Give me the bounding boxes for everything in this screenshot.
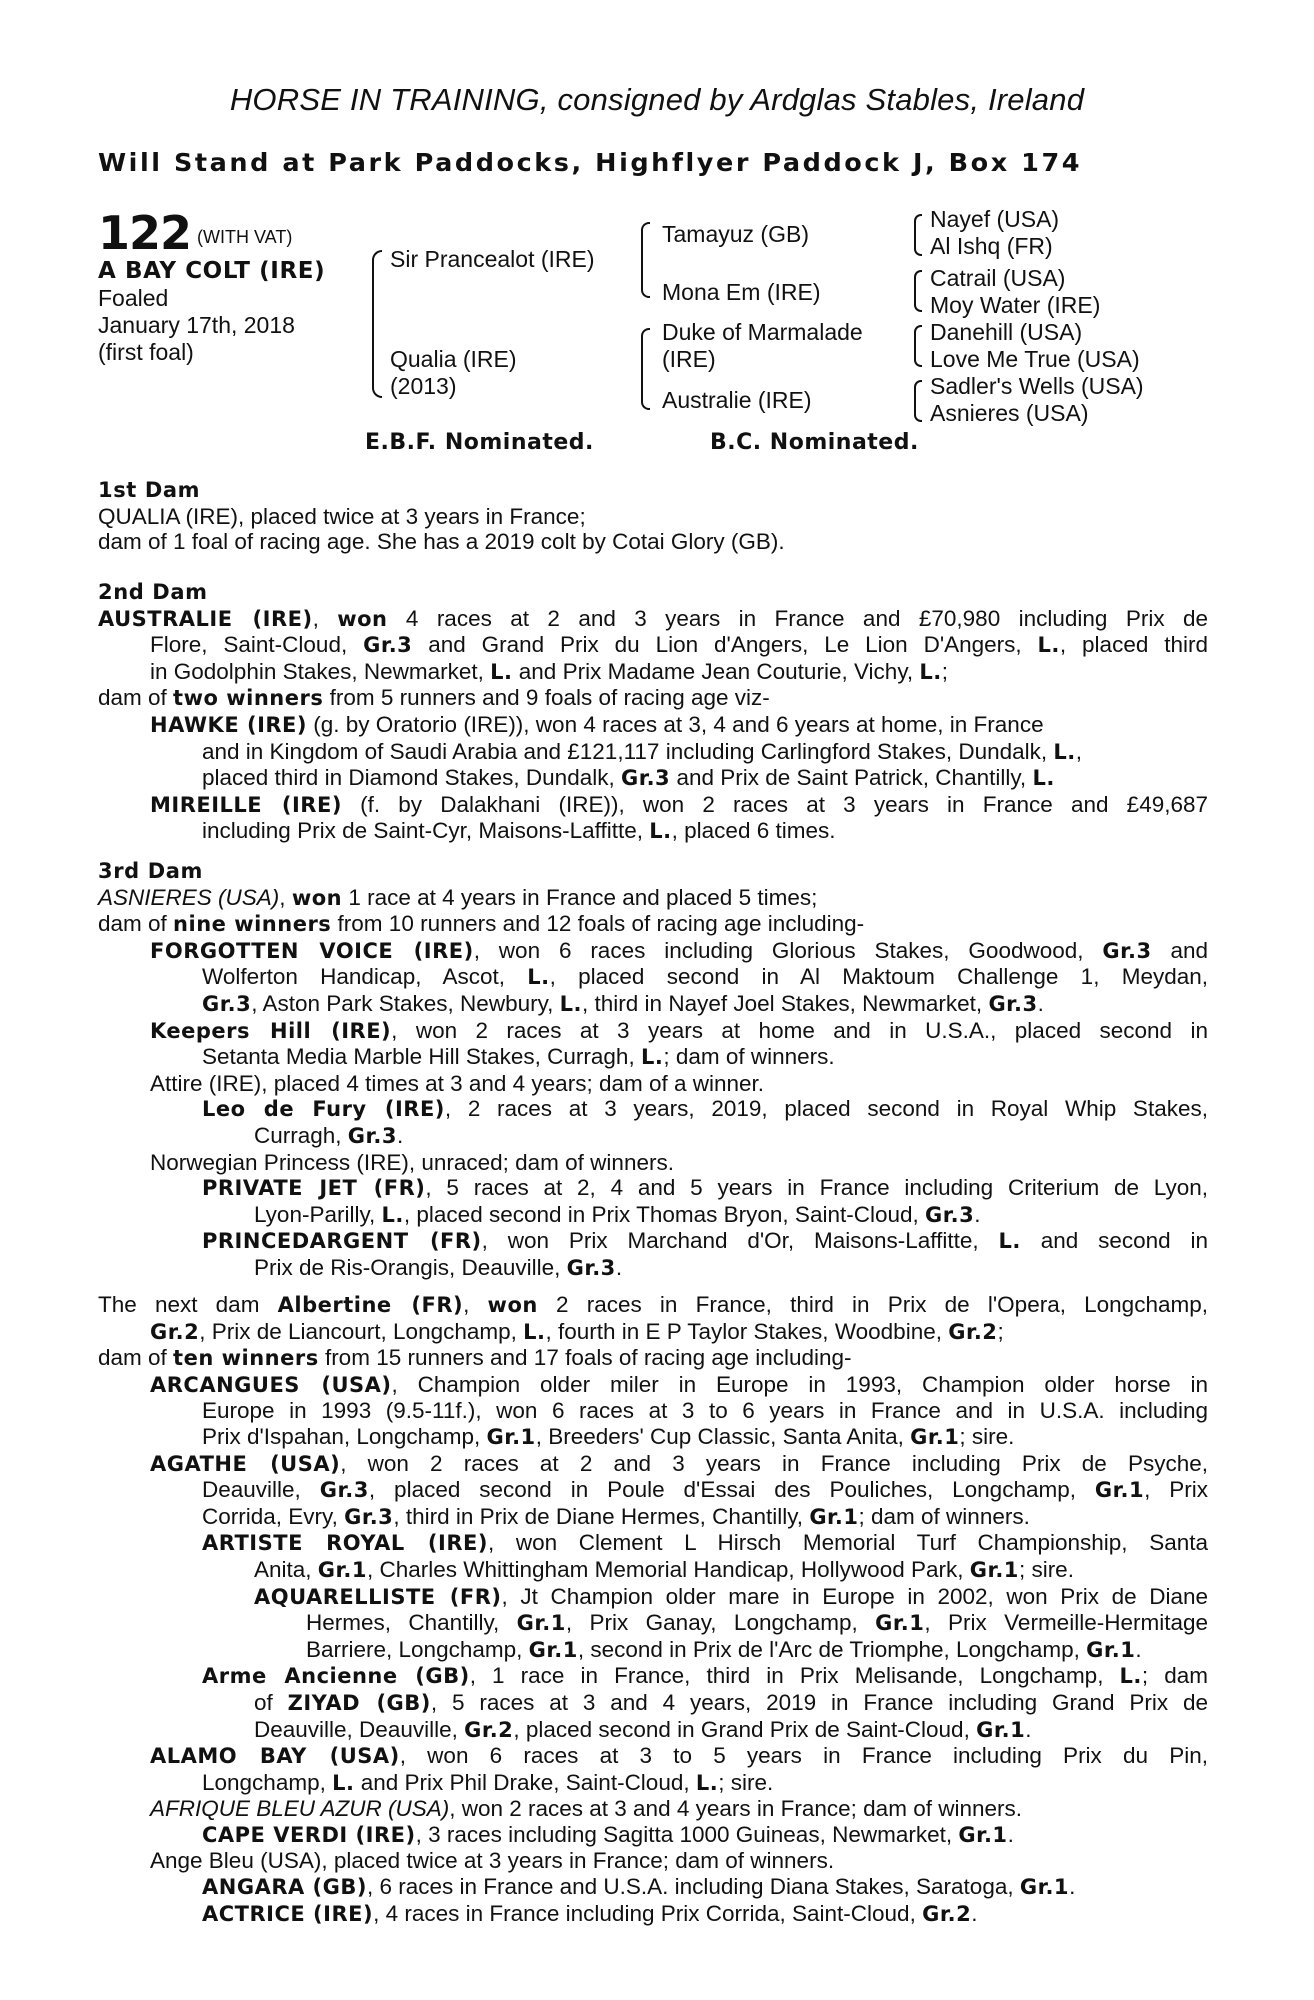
record-text: , Prix Vermeille-Hermitage bbox=[924, 1610, 1208, 1636]
grade: Gr.3 bbox=[347, 1123, 397, 1148]
progeny-record-cont bbox=[98, 964, 1208, 991]
grade: Gr.3 bbox=[363, 633, 413, 658]
record-text: , won 6 races including Glorious Stakes, Goodwood, bbox=[473, 937, 1103, 963]
won-label: won bbox=[487, 1293, 538, 1317]
record-text: , fourth in E P Taylor Stakes, Woodbine, bbox=[545, 1318, 949, 1344]
progeny-record bbox=[98, 712, 1208, 739]
record-text: , Aston Park Stakes, Newbury, bbox=[251, 990, 560, 1016]
winners-count: two winners bbox=[173, 686, 324, 711]
record-text: of bbox=[254, 1689, 288, 1715]
winners-count: ten winners bbox=[173, 1346, 319, 1371]
record-text: from 5 runners and 9 foals of racing age viz- bbox=[323, 685, 770, 711]
record-text: . bbox=[615, 1254, 623, 1280]
ebf-nominated: E.B.F. Nominated. bbox=[365, 430, 594, 455]
horse-name: AUSTRALIE (IRE) bbox=[98, 606, 313, 631]
record-text: , second in Prix de l'Arc de Triomphe, Longchamp, bbox=[577, 1636, 1087, 1662]
progeny-record bbox=[98, 1901, 1208, 1928]
progeny-record: Attire (IRE), placed 4 times at 3 and 4 years; dam of a winner. bbox=[150, 1070, 765, 1096]
record-text: Hermes, Chantilly, bbox=[306, 1610, 517, 1636]
progeny-record-cont bbox=[98, 1770, 1208, 1797]
record-text: , Breeders' Cup Classic, Santa Anita, bbox=[535, 1423, 911, 1449]
record-text: ; sire. bbox=[959, 1423, 1015, 1449]
pedigree-g3-7: Sadler's Wells (USA) bbox=[930, 373, 1144, 399]
record-text: , Prix Ganay, Longchamp, bbox=[565, 1610, 876, 1636]
grade: Gr.1 bbox=[516, 1611, 566, 1636]
grade: L. bbox=[332, 1770, 355, 1795]
record-text: dam of bbox=[98, 911, 174, 937]
grade: Gr.3 bbox=[202, 991, 252, 1016]
progeny-record bbox=[98, 1372, 1208, 1399]
brace-g3-4 bbox=[914, 380, 922, 422]
horse-name: ARTISTE ROYAL (IRE) bbox=[202, 1531, 488, 1556]
progeny-record-cont bbox=[98, 1637, 1208, 1664]
progeny-record bbox=[98, 1874, 1208, 1901]
grade: L. bbox=[490, 659, 513, 684]
horse-name: FORGOTTEN VOICE (IRE) bbox=[150, 938, 474, 963]
progeny-record bbox=[98, 1530, 1208, 1557]
record-text: The next dam bbox=[98, 1292, 278, 1317]
grade: Gr.1 bbox=[976, 1717, 1026, 1742]
horse-name: ARCANGUES (USA) bbox=[150, 1372, 392, 1397]
foaled-date: January 17th, 2018 bbox=[98, 312, 295, 338]
progeny-record-cont bbox=[98, 1255, 1208, 1282]
grade: Gr.1 bbox=[317, 1557, 367, 1582]
brace-g3-2 bbox=[914, 270, 922, 312]
record-text: Wolferton Handicap, Ascot, bbox=[202, 964, 528, 990]
brace-g3-1 bbox=[914, 214, 922, 256]
record-text: from 10 runners and 12 foals of racing age including- bbox=[331, 911, 865, 937]
progeny-record-cont bbox=[98, 1610, 1208, 1637]
record-text: placed third in Diamond Stakes, Dundalk, bbox=[202, 765, 621, 791]
record-text: and bbox=[1151, 937, 1208, 963]
grade: L. bbox=[919, 659, 942, 684]
grade: L. bbox=[998, 1229, 1021, 1254]
progeny-record: Norwegian Princess (IRE), unraced; dam of winners. bbox=[150, 1149, 674, 1175]
progeny-record bbox=[98, 1018, 1208, 1045]
grade: Gr.3 bbox=[988, 991, 1038, 1016]
record-text: , placed third bbox=[1059, 632, 1208, 658]
record-text: ; dam of winners. bbox=[858, 1503, 1030, 1529]
record-text: . bbox=[1135, 1636, 1142, 1662]
record-text: ; dam bbox=[1141, 1663, 1209, 1689]
pedigree-g3-2: Al Ishq (FR) bbox=[930, 233, 1053, 259]
record-text: , third in Prix de Diane Hermes, Chantilly, bbox=[393, 1503, 810, 1529]
record-text: , placed second in Al Maktoum Challenge 1, Meydan, bbox=[549, 964, 1209, 990]
record-text: Prix d'Ispahan, Longchamp, bbox=[202, 1423, 487, 1449]
record-text: , won 2 races at 2 and 3 years in France including Prix de Psyche, bbox=[340, 1450, 1208, 1476]
horse-name: AQUARELLISTE (FR) bbox=[254, 1584, 502, 1609]
horse-name: AFRIQUE BLEU AZUR (USA) bbox=[150, 1796, 450, 1822]
grade: Gr.3 bbox=[1102, 938, 1152, 963]
record-text: in Godolphin Stakes, Newmarket, bbox=[150, 658, 491, 684]
progeny-record-cont bbox=[98, 818, 1208, 845]
section-title: 1st Dam bbox=[98, 478, 201, 502]
progeny-record bbox=[98, 938, 1208, 965]
foaled-label: Foaled bbox=[98, 285, 169, 311]
progeny-record-cont bbox=[98, 1717, 1208, 1744]
progeny-record-cont bbox=[98, 1504, 1208, 1531]
dam-of-line bbox=[98, 911, 1208, 938]
lot-number: 122 bbox=[98, 206, 192, 260]
dam-record-cont bbox=[98, 632, 1208, 659]
record-text: , 5 races at 3 and 4 years, 2019 in France including Grand Prix de bbox=[430, 1689, 1208, 1715]
brace-g3-3 bbox=[914, 325, 922, 367]
horse-name: ANGARA (GB) bbox=[202, 1875, 367, 1900]
dam-record: ASNIERES (USA), won 1 race at 4 years in France and placed 5 times; bbox=[98, 884, 818, 910]
record-text: and in Kingdom of Saudi Arabia and £121,117 including Carlingford Stakes, Dundalk, bbox=[202, 738, 1054, 764]
vat-note: (WITH VAT) bbox=[197, 227, 293, 247]
section-title: 3rd Dam bbox=[98, 859, 203, 883]
grade: Gr.1 bbox=[1086, 1637, 1136, 1662]
dam-of-line bbox=[98, 1345, 1208, 1372]
record-text: . bbox=[1025, 1716, 1032, 1742]
brace-dam bbox=[641, 328, 650, 410]
record-text: . bbox=[1069, 1874, 1076, 1900]
record-text: . bbox=[1037, 990, 1044, 1016]
record-text: Lyon-Parilly, bbox=[254, 1201, 382, 1227]
record-text: , 2 races at 3 years, 2019, placed second in Royal Whip Stakes, bbox=[444, 1096, 1208, 1122]
section-title: 2nd Dam bbox=[98, 580, 208, 604]
progeny-record-cont: Europe in 1993 (9.5-11f.), won 6 races at 3 to 6 years in France and in U.S.A. including bbox=[202, 1398, 1208, 1424]
record-text: , placed second in Grand Prix de Saint-Cloud, bbox=[513, 1716, 977, 1742]
record-text: , Champion older miler in Europe in 1993, Champion older horse in bbox=[391, 1371, 1208, 1397]
pedigree-dam-sire-country: (IRE) bbox=[662, 346, 716, 372]
horse-name: ALAMO BAY (USA) bbox=[150, 1744, 400, 1769]
record-text: , 3 races including Sagitta 1000 Guineas, Newmarket, bbox=[415, 1821, 959, 1847]
record-text: . bbox=[397, 1122, 404, 1148]
grade: L. bbox=[1119, 1664, 1142, 1689]
page-title: HORSE IN TRAINING, consigned by Ardglas Stables, Ireland bbox=[229, 82, 1085, 117]
horse-name: ASNIERES (USA) bbox=[98, 884, 280, 910]
record-text: and Prix Phil Drake, Saint-Cloud, bbox=[354, 1769, 696, 1795]
record-text: from 15 runners and 17 foals of racing age including- bbox=[318, 1345, 852, 1371]
record-text: , placed second in Poule d'Essai des Pouliches, Longchamp, bbox=[368, 1477, 1095, 1503]
winners-count: nine winners bbox=[173, 912, 332, 937]
record-text: , placed 6 times. bbox=[671, 818, 836, 844]
progeny-record-cont bbox=[98, 1424, 1208, 1451]
record-text: 2 races in France, third in Prix de l'Opera, Longchamp, bbox=[537, 1292, 1208, 1317]
record-text: , 4 races in France including Prix Corrida, Saint-Cloud, bbox=[373, 1900, 923, 1926]
record-text: and Prix de Saint Patrick, Chantilly, bbox=[670, 765, 1033, 791]
record-text: Deauville, bbox=[202, 1477, 320, 1503]
lot-info bbox=[98, 208, 325, 366]
progeny-record-cont bbox=[98, 1690, 1208, 1717]
record-text: , Prix de Liancourt, Longchamp, bbox=[199, 1318, 524, 1344]
record-text: Corrida, Evry, bbox=[202, 1503, 345, 1529]
first-dam-line: dam of 1 foal of racing age. She has a 2019 colt by Cotai Glory (GB). bbox=[98, 529, 785, 555]
progeny-record bbox=[98, 1096, 1208, 1123]
progeny-record-cont bbox=[98, 1044, 1208, 1071]
dam-of-line bbox=[98, 685, 1208, 712]
pedigree-g3-3: Catrail (USA) bbox=[930, 265, 1066, 291]
record-text: ; dam of winners. bbox=[663, 1044, 835, 1070]
progeny-record bbox=[98, 1796, 1208, 1822]
record-text: ; sire. bbox=[718, 1769, 774, 1795]
progeny-record bbox=[98, 792, 1208, 819]
pedigree-g3-6: Love Me True (USA) bbox=[930, 346, 1140, 372]
record-text: and Prix Madame Jean Couturie, Vichy, bbox=[512, 658, 920, 684]
pedigree-sire: Sir Prancealot (IRE) bbox=[390, 246, 595, 272]
record-text: ; sire. bbox=[1018, 1556, 1074, 1582]
progeny-record-cont bbox=[98, 765, 1208, 792]
record-text: (g. by Oratorio (IRE)), won 4 races at 3, 4 and 6 years at home, in France bbox=[307, 711, 1044, 737]
record-text: (f. by Dalakhani (IRE)), won 2 races at 3 years in France and £49,687 bbox=[341, 791, 1209, 817]
record-text: dam of bbox=[98, 1345, 174, 1371]
record-text: Prix de Ris-Orangis, Deauville, bbox=[254, 1254, 567, 1280]
pedigree-sire-dam: Mona Em (IRE) bbox=[662, 279, 821, 305]
horse-name: MIREILLE (IRE) bbox=[150, 792, 342, 817]
grade: Gr.3 bbox=[319, 1478, 369, 1503]
pedigree-dam-sire: Duke of Marmalade bbox=[662, 319, 863, 345]
record-text: , won 6 races at 3 to 5 years in France including Prix du Pin, bbox=[399, 1743, 1208, 1769]
dam-record-cont: Gr.2, Prix de Liancourt, Longchamp, L., fourth in E P Taylor Stakes, Woodbine, Gr.2; bbox=[150, 1318, 1004, 1344]
record-text: Barriere, Longchamp, bbox=[306, 1636, 529, 1662]
dam-record-cont bbox=[98, 659, 1208, 686]
third-dam-section bbox=[98, 859, 1208, 1282]
record-text: including Prix de Saint-Cyr, Maisons-Laffitte, bbox=[202, 818, 650, 844]
horse-name: Albertine (FR) bbox=[277, 1293, 464, 1317]
foal-note: (first foal) bbox=[98, 339, 194, 365]
progeny-record-cont bbox=[98, 991, 1208, 1018]
record-text: , third in Nayef Joel Stakes, Newmarket, bbox=[582, 990, 989, 1016]
record-text: 4 races at 2 and 3 years in France and £70,980 including Prix de bbox=[387, 605, 1208, 631]
progeny-record-cont bbox=[98, 1123, 1208, 1150]
grade: L. bbox=[1037, 633, 1060, 658]
bc-nominated: B.C. Nominated. bbox=[710, 430, 919, 455]
record-text: Flore, Saint-Cloud, bbox=[150, 632, 364, 658]
horse-name: CAPE VERDI (IRE) bbox=[202, 1822, 416, 1847]
grade: L. bbox=[649, 819, 672, 844]
record-text: , won 2 races at 3 years at home and in U.S.A., placed second in bbox=[391, 1017, 1208, 1043]
progeny-record-cont: and in Kingdom of Saudi Arabia and £121,117 including Carlingford Stakes, Dundalk, L., bbox=[202, 738, 1083, 764]
lot-description: A BAY COLT (IRE) bbox=[98, 258, 326, 284]
record-text: Curragh, bbox=[254, 1122, 348, 1148]
stand-location: Will Stand at Park Paddocks, Highflyer Paddock J, Box 174 bbox=[98, 148, 1083, 177]
horse-name: PRIVATE JET (FR) bbox=[202, 1176, 426, 1201]
pedigree-dam: Qualia (IRE) bbox=[390, 346, 517, 372]
pedigree-dam-dam: Australie (IRE) bbox=[662, 387, 812, 413]
record-text: . bbox=[971, 1900, 978, 1926]
record-text: , won 2 races at 3 and 4 years in France; dam of winners. bbox=[449, 1796, 1022, 1822]
second-dam-section bbox=[98, 580, 1208, 845]
grade: Gr.2 bbox=[150, 1319, 200, 1344]
horse-name: HAWKE (IRE) bbox=[150, 712, 308, 737]
brace-sire bbox=[641, 222, 650, 298]
progeny-record bbox=[98, 1451, 1208, 1478]
horse-name: PRINCEDARGENT (FR) bbox=[202, 1229, 482, 1254]
progeny-record bbox=[98, 1175, 1208, 1202]
progeny-record-cont bbox=[98, 1477, 1208, 1504]
grade: Gr.1 bbox=[875, 1611, 925, 1636]
grade: L. bbox=[527, 965, 550, 990]
grade: L. bbox=[523, 1319, 546, 1344]
horse-name: AGATHE (USA) bbox=[150, 1451, 341, 1476]
record-text: Longchamp, bbox=[202, 1769, 333, 1795]
progeny-record bbox=[98, 1822, 1208, 1849]
next-dam-section bbox=[98, 1292, 1208, 1927]
grade: Gr.1 bbox=[958, 1822, 1008, 1847]
grade: Gr.1 bbox=[1019, 1875, 1070, 1900]
record-text: , won Prix Marchand d'Or, Maisons-Laffitte, bbox=[481, 1228, 999, 1254]
pedigree-g3-1: Nayef (USA) bbox=[930, 206, 1060, 232]
grade: Gr.3 bbox=[620, 766, 671, 791]
record-text: and Grand Prix du Lion d'Angers, Le Lion D'Angers, bbox=[412, 632, 1038, 658]
grade: Gr.2 bbox=[922, 1901, 972, 1926]
grade: L. bbox=[1032, 766, 1055, 791]
won-label: won bbox=[337, 606, 388, 631]
pedigree-g3-8: Asnieres (USA) bbox=[930, 400, 1089, 426]
grade: Gr.2 bbox=[948, 1319, 998, 1344]
record-text: 1 race at 4 years in France and placed 5 times; bbox=[342, 884, 818, 910]
progeny-record: Ange Bleu (USA), placed twice at 3 years in France; dam of winners. bbox=[150, 1848, 835, 1874]
progeny-record-cont bbox=[98, 1557, 1208, 1584]
grade: L. bbox=[559, 991, 583, 1016]
grade: Gr.3 bbox=[925, 1202, 975, 1227]
record-text: , Charles Whittingham Memorial Handicap, Hollywood Park, bbox=[367, 1556, 970, 1582]
record-text: , 6 races in France and U.S.A. including Diana Stakes, Saratoga, bbox=[367, 1874, 1020, 1900]
pedigree-g3-4: Moy Water (IRE) bbox=[930, 292, 1101, 318]
dam-record: AUSTRALIE (IRE), won 4 races at 2 and 3 years in France and £70,980 including Prix de bbox=[98, 605, 1208, 631]
record-text: and second in bbox=[1020, 1228, 1208, 1254]
record-text: , 5 races at 2, 4 and 5 years in France including Criterium de Lyon, bbox=[425, 1175, 1208, 1201]
won-label: won bbox=[291, 885, 343, 910]
grade: Gr.3 bbox=[566, 1255, 616, 1280]
grade: L. bbox=[381, 1202, 404, 1227]
record-text: dam of bbox=[98, 685, 174, 711]
dam-record: The next dam Albertine (FR), won 2 races in France, third in Prix de l'Opera, Longchamp, bbox=[98, 1292, 1208, 1317]
progeny-record bbox=[98, 1584, 1208, 1611]
progeny-record bbox=[98, 1228, 1208, 1255]
first-dam-section bbox=[98, 478, 1208, 555]
pedigree-g3-5: Danehill (USA) bbox=[930, 319, 1083, 345]
grade: L. bbox=[640, 1045, 664, 1070]
record-text: . bbox=[1007, 1821, 1014, 1847]
grade: Gr.3 bbox=[344, 1504, 394, 1529]
grade: Gr.1 bbox=[910, 1424, 960, 1449]
progeny-record bbox=[98, 1663, 1208, 1690]
record-text: Setanta Media Marble Hill Stakes, Curragh, bbox=[202, 1044, 641, 1070]
record-text: . bbox=[974, 1201, 981, 1227]
horse-name: Arme Ancienne (GB) bbox=[202, 1664, 470, 1689]
grade: Gr.1 bbox=[1094, 1478, 1145, 1503]
horse-name: Leo de Fury (IRE) bbox=[202, 1097, 445, 1122]
pedigree-sire-sire: Tamayuz (GB) bbox=[662, 221, 809, 247]
record-text: , won Clement L Hirsch Memorial Turf Championship, Santa bbox=[487, 1530, 1208, 1556]
record-text: ; bbox=[941, 658, 949, 684]
record-text: , Prix bbox=[1144, 1477, 1208, 1503]
grade: Gr.1 bbox=[486, 1424, 536, 1449]
horse-name: ZIYAD (GB) bbox=[287, 1690, 431, 1715]
grade: Gr.1 bbox=[969, 1557, 1019, 1582]
record-text: , 1 race in France, third in Prix Melisande, Longchamp, bbox=[469, 1663, 1120, 1689]
grade: Gr.1 bbox=[809, 1504, 859, 1529]
record-text: Anita, bbox=[254, 1556, 318, 1582]
grade: Gr.1 bbox=[528, 1637, 578, 1662]
progeny-record bbox=[98, 1743, 1208, 1770]
first-dam-line: QUALIA (IRE), placed twice at 3 years in France; bbox=[98, 503, 586, 529]
brace-gen1 bbox=[372, 250, 382, 398]
horse-name: Keepers Hill (IRE) bbox=[150, 1018, 392, 1043]
record-text: , Jt Champion older mare in Europe in 2002, won Prix de Diane bbox=[501, 1583, 1209, 1609]
grade: L. bbox=[1053, 739, 1076, 764]
record-text: , placed second in Prix Thomas Bryon, Saint-Cloud, bbox=[403, 1201, 925, 1227]
horse-name: ACTRICE (IRE) bbox=[202, 1901, 374, 1926]
pedigree-dam-year: (2013) bbox=[390, 373, 457, 399]
progeny-record-cont bbox=[98, 1202, 1208, 1229]
grade: Gr.2 bbox=[464, 1717, 514, 1742]
record-text: Deauville, Deauville, bbox=[254, 1716, 465, 1742]
grade: L. bbox=[695, 1770, 719, 1795]
